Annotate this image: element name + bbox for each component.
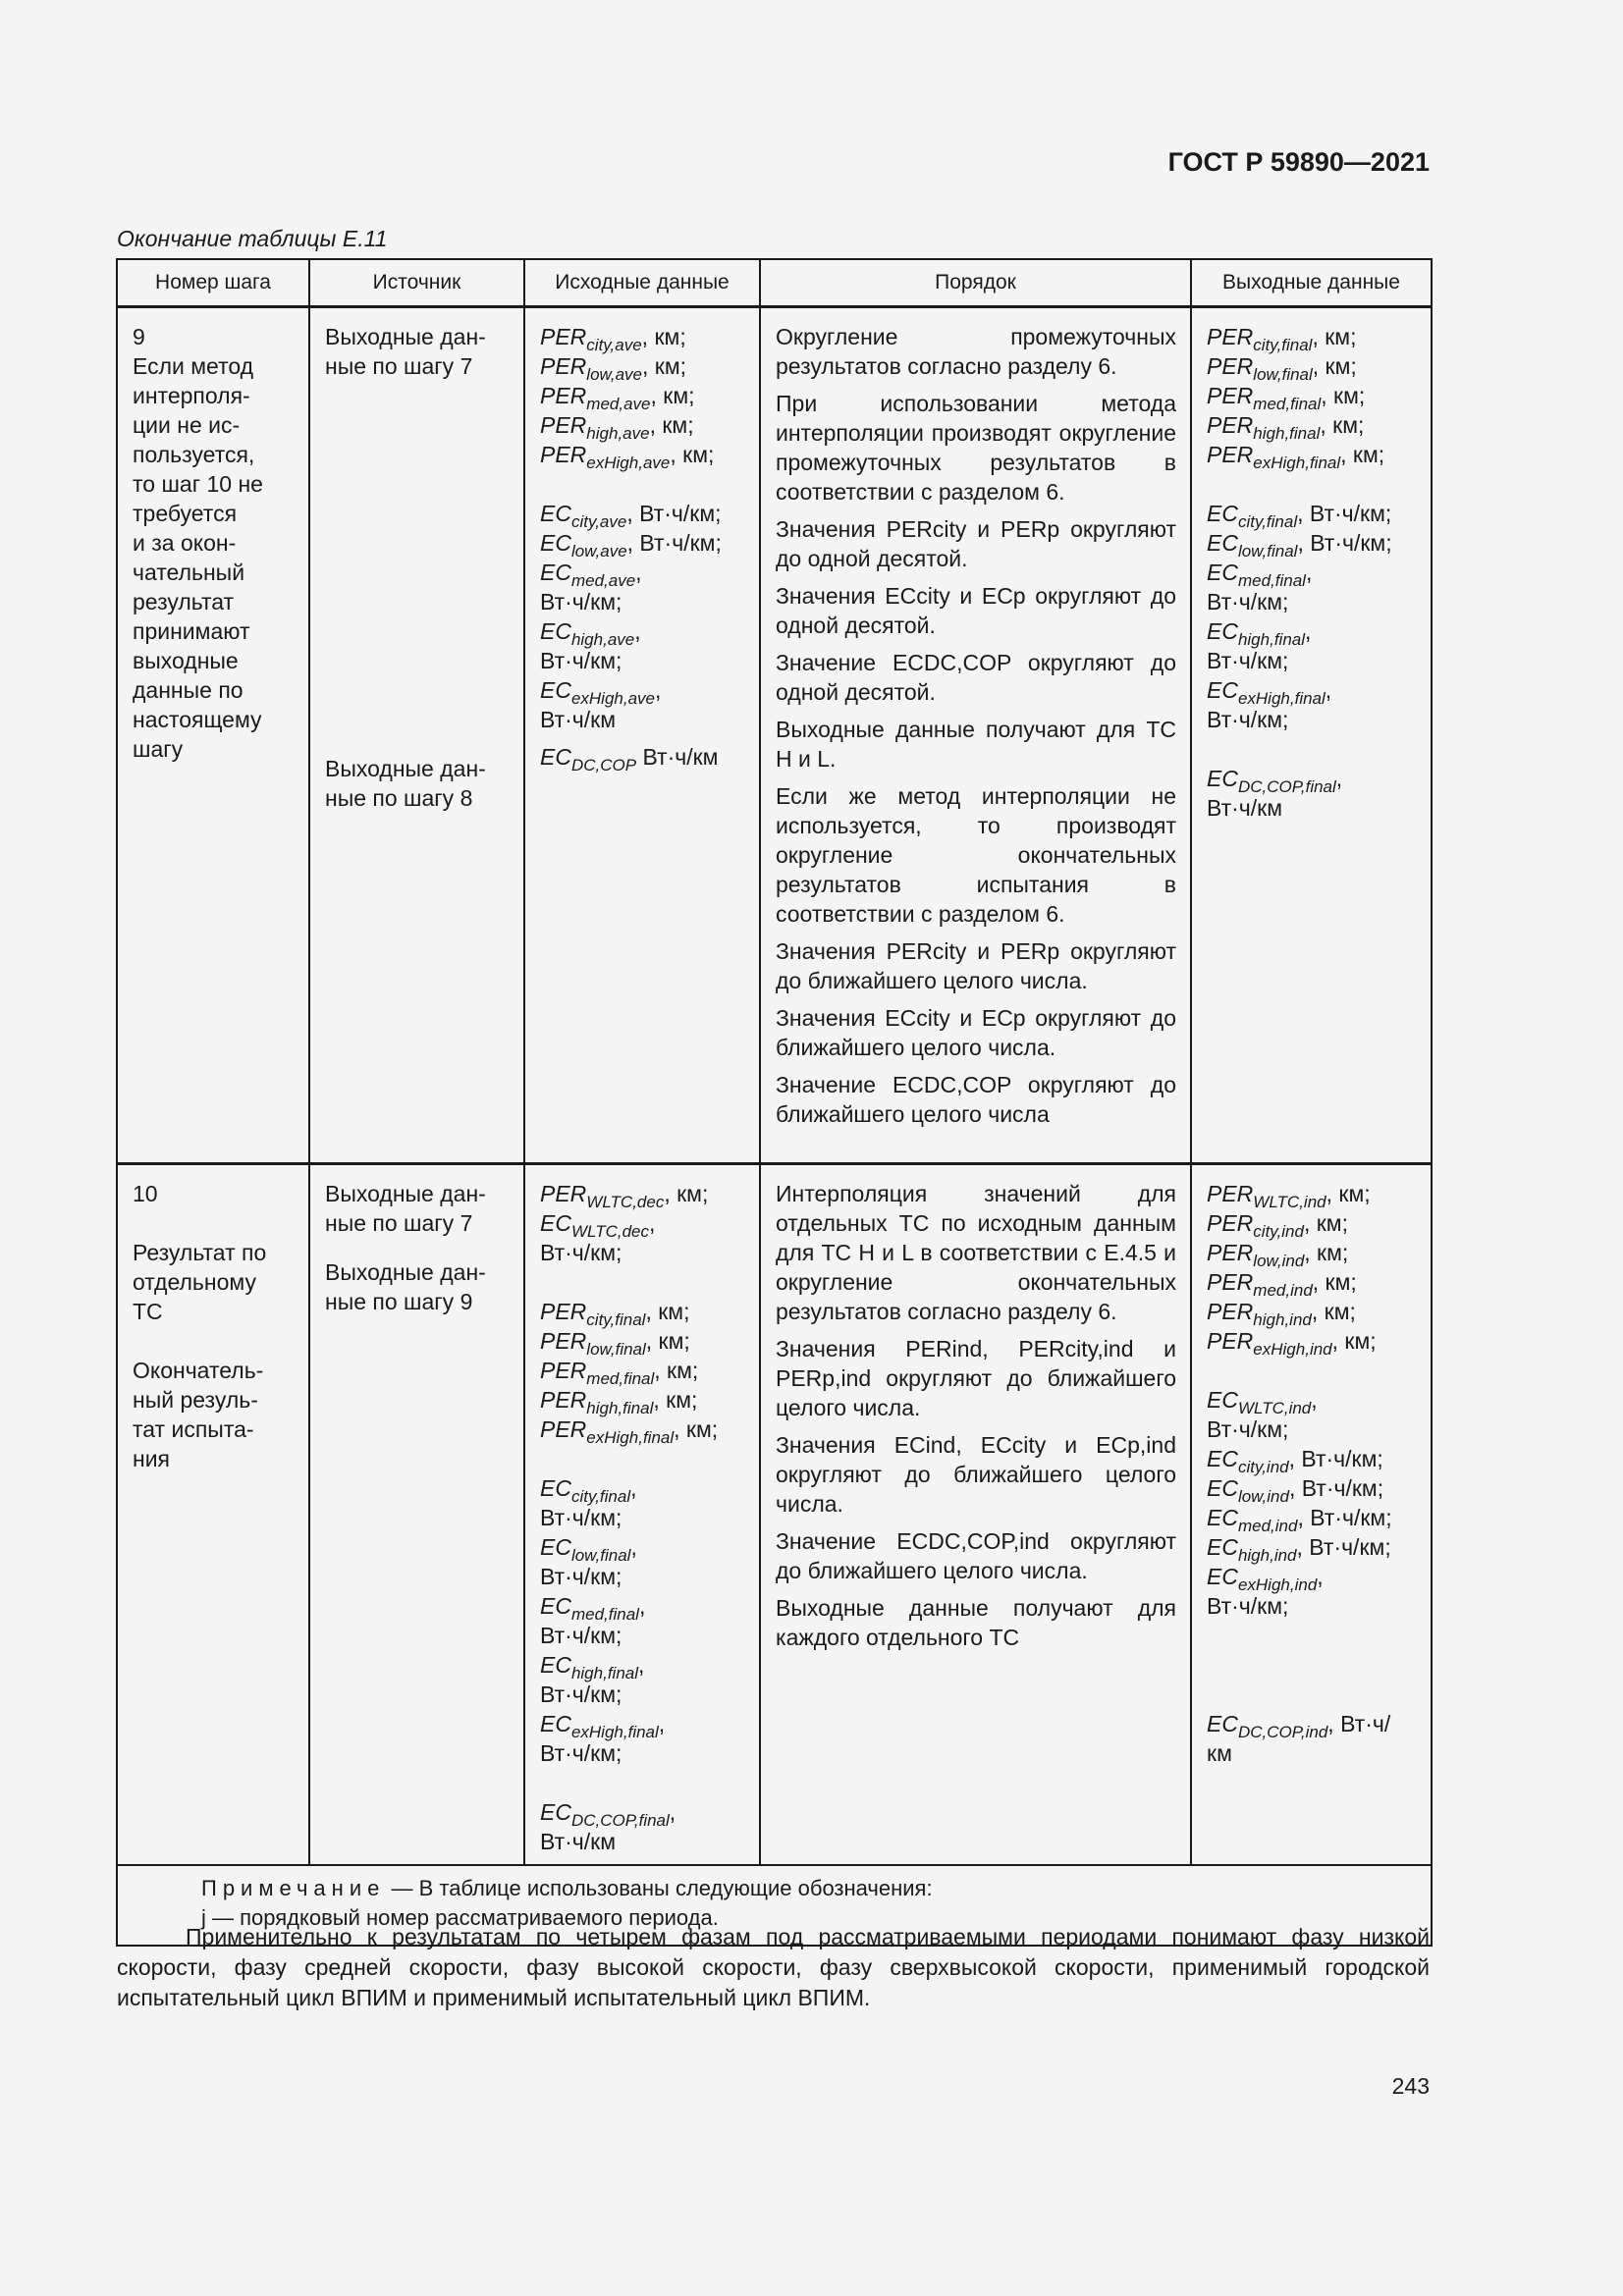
table-caption: Окончание таблицы Е.11: [117, 226, 388, 251]
input-cell: $PER_{WLTC,dec}$, км; $EC_{WLTC,dec}$, Вт·ч/км; $PER_{city,final}$, км; $PER_{low,final}$, км; $PER_{med,final}$, км; $PER_{high,final}$, км; $PER_{exHigh,final}$, км; $EC_{city,final}$, Вт·ч/км; $EC_{low,final}$, Вт·ч/км; $EC_{med,final}$, Вт·ч/км; $EC_{high,final}$, Вт·ч/км; $EC_{exHigh,final}$, Вт·ч/км; $EC_{DC,COP,final}$, Вт·ч/км: [524, 1164, 760, 1866]
step-cell: 9 Если метод интерполя- ции не ис- пользуется, то шаг 10 не требуется и за окон- чательный результат принимают выходные данные по настоящему шагу: [117, 307, 309, 1164]
source-cell: Выходные дан-ные по шагу 7 Выходные дан-ные по шагу 8: [309, 307, 524, 1164]
note-label: Примечание: [201, 1876, 386, 1900]
input-cell: $PER_{city,ave}$, км; $PER_{low,ave}$, км; $PER_{med,ave}$, км; $PER_{high,ave}$, км; $PER_{exHigh,ave}$, км; $EC_{city,ave}$, Вт·ч/км; $EC_{low,ave}$, Вт·ч/км; $EC_{med,ave}$, Вт·ч/км; $EC_{high,ave}$, Вт·ч/км; $EC_{exHigh,ave}$, Вт·ч/км $EC_{DC,COP}$ Вт·ч/км: [524, 307, 760, 1164]
output-cell: $PER_{city,final}$, км; $PER_{low,final}$, км; $PER_{med,final}$, км; $PER_{high,final}$, км; $PER_{exHigh,final}$, км; $EC_{city,final}$, Вт·ч/км; $EC_{low,final}$, Вт·ч/км; $EC_{med,final}$, Вт·ч/км; $EC_{high,final}$, Вт·ч/км; $EC_{exHigh,final}$, Вт·ч/км; $EC_{DC,COP,final}$, Вт·ч/км: [1191, 307, 1432, 1164]
col-header-source: Источник: [309, 259, 524, 307]
body-paragraph: Применительно к результатам по четырем фазам под рассматриваемыми периодами понимают фазу низкой скорости, фазу средней скорости, фазу высокой скорости, фазу сверхвысокой скорости, применимый городской испытательный цикл ВПИМ и применимый испытательный цикл ВПИМ.: [117, 1924, 1430, 2010]
source-cell: Выходные дан-ные по шагу 7 Выходные дан-ные по шагу 9: [309, 1164, 524, 1866]
table-row: [117, 1164, 1432, 1866]
table-row: [117, 307, 1432, 1164]
col-header-input: Исходные данные: [524, 259, 760, 307]
order-cell: Округление промежуточных результатов согласно разделу 6. При использовании метода интерполяции производят округление промежуточных результатов в соответствии с разделом 6. Значения PERcity и PERp округляют до одной десятой. Значения ECcity и ECp округляют до одной десятой. Значение ECDC,COP округляют до одной десятой. Выходные данные получают для ТС H и L. Если же метод интерполяции не используется, то производят округление окончательных результатов испытания в соответствии с разделом 6. Значения PERcity и PERp округляют до ближайшего целого числа. Значения ECcity и ECp округляют до ближайшего целого числа. Значение ECDC,COP округляют до ближайшего целого числа: [760, 307, 1191, 1164]
col-header-output: Выходные данные: [1191, 259, 1432, 307]
order-cell: Интерполяция значений для отдельных ТС по исходным данным для ТС H и L в соответствии с Е.4.5 и округление окончательных результатов согласно разделу 6. Значения PERind, PERcity,ind и PERp,ind округляют до ближайшего целого числа. Значения ECind, ECcity и ECp,ind округляют до ближайшего целого числа. Значение ECDC,COP,ind округляют до ближайшего целого числа. Выходные данные получают для каждого отдельного ТС: [760, 1164, 1191, 1866]
page-number: 243: [1391, 2073, 1430, 2099]
note-line2: j — порядковый номер рассматриваемого периода.: [201, 1905, 719, 1930]
document-id: ГОСТ Р 59890—2021: [1167, 147, 1430, 177]
col-header-order: Порядок: [760, 259, 1191, 307]
steps-table: [116, 258, 1433, 1947]
note-text: — В таблице использованы следующие обозначения:: [391, 1876, 933, 1900]
col-header-step: Номер шага: [117, 259, 309, 307]
step-cell: 10 Результат по отдельному ТС Окончатель- ный резуль- тат испыта- ния: [117, 1164, 309, 1866]
output-cell: $PER_{WLTC,ind}$, км; $PER_{city,ind}$, км; $PER_{low,ind}$, км; $PER_{med,ind}$, км; $PER_{high,ind}$, км; $PER_{exHigh,ind}$, км; $EC_{WLTC,ind}$, Вт·ч/км; $EC_{city,ind}$, Вт·ч/км; $EC_{low,ind}$, Вт·ч/км; $EC_{med,ind}$, Вт·ч/км; $EC_{high,ind}$, Вт·ч/км; $EC_{exHigh,ind}$, Вт·ч/км; $EC_{DC,COP,ind}$, Вт·ч/ км: [1191, 1164, 1432, 1866]
